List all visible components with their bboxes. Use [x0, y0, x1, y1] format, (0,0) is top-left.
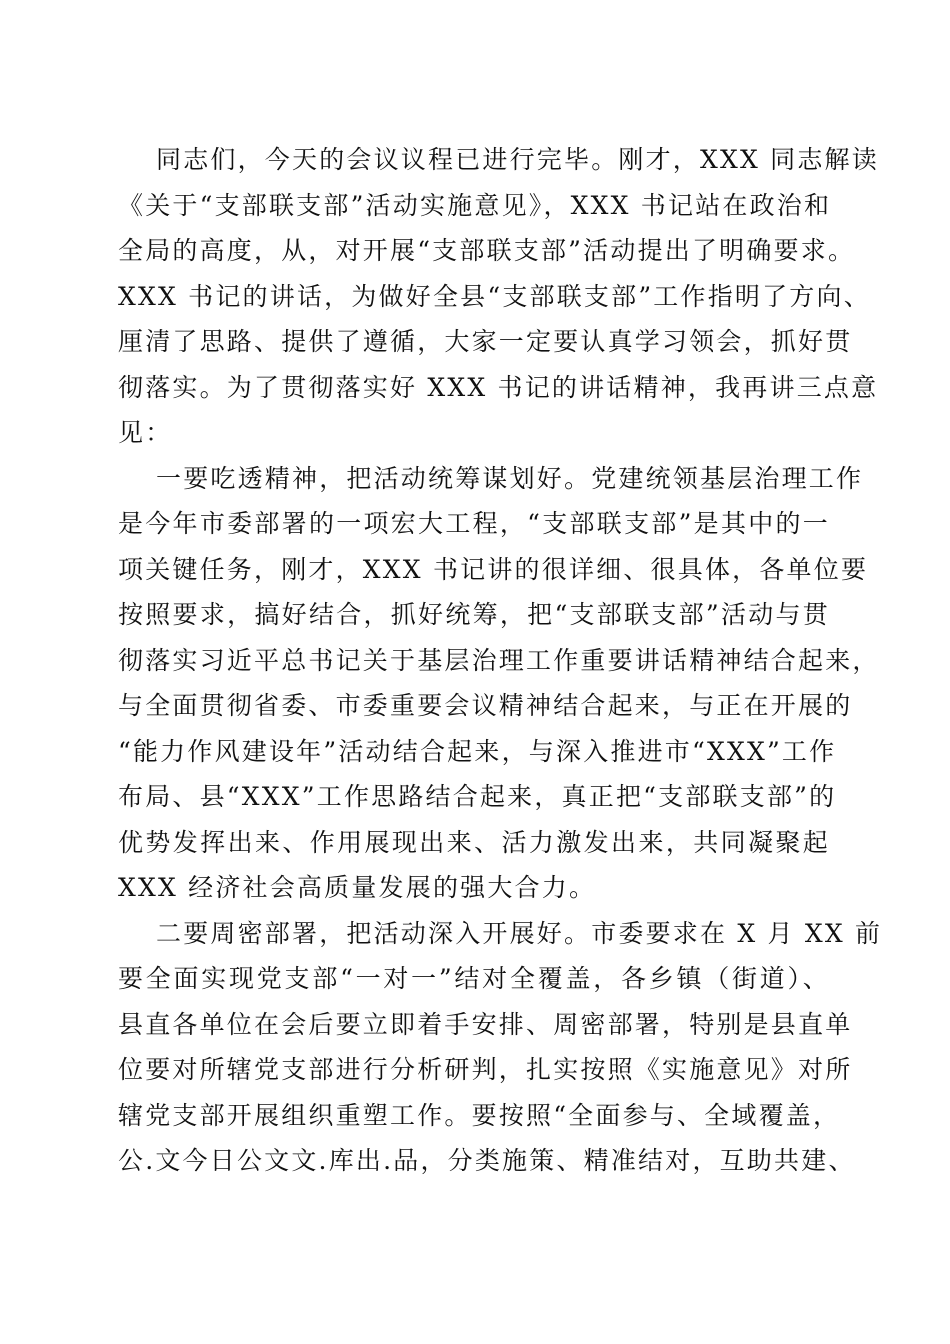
text-line: 是今年市委部署的一项宏大工程，“支部联支部”是其中的一	[118, 509, 830, 538]
text-line: 辖党支部开展组织重塑工作。要按照“全面参与、全域覆盖，	[118, 1100, 841, 1130]
paragraph-3	[118, 911, 883, 1184]
text-line: 彻落实。为了贯彻落实好 XXX 书记的讲话精神，我再讲三点意	[118, 372, 879, 402]
text-line: 要全面实现党支部“一对一”结对全覆盖，各乡镇（街道）、	[118, 964, 830, 993]
text-line: XXX 经济社会高质量发展的强大合力。	[118, 873, 597, 902]
text-line: 同志们，今天的会议议程已进行完毕。刚才，XXX 同志解读	[156, 145, 879, 174]
text-line: 二要周密部署，把活动深入开展好。市委要求在 X 月 XX 前	[156, 918, 883, 948]
text-line: “能力作风建设年”活动结合起来，与深入推进市“XXX”工作	[118, 736, 837, 766]
text-line: 县直各单位在会后要立即着手安排、周密部署，特别是县直单	[118, 1009, 853, 1039]
text-line: 厘清了思路、提供了遵循，大家一定要认真学习领会，抓好贯	[118, 327, 853, 356]
text-line: 与全面贯彻省委、市委重要会议精神结合起来，与正在开展的	[118, 691, 853, 720]
text-line: XXX 书记的讲话，为做好全县“支部联支部”工作指明了方向、	[118, 281, 871, 311]
text-line: 彻落实习近平总书记关于基层治理工作重要讲话精神结合起来，	[118, 645, 880, 675]
text-line: 一要吃透精神，把活动统筹谋划好。党建统领基层治理工作	[156, 463, 864, 493]
document-body	[118, 137, 883, 1184]
text-line: 公.文今日公文文.库出.品，分类施策、精准结对，互助共建、	[118, 1146, 856, 1175]
text-line: 布局、县“XXX”工作思路结合起来，真正把“支部联支部”的	[118, 782, 837, 811]
paragraph-1	[118, 137, 879, 456]
text-line: 《关于“支部联支部”活动实施意见》，XXX 书记站在政治和	[118, 190, 832, 220]
paragraph-2	[118, 456, 880, 911]
text-line: 优势发挥出来、作用展现出来、活力激发出来，共同凝聚起	[118, 827, 830, 857]
text-line: 项关键任务，刚才，XXX 书记讲的很详细、很具体，各单位要	[118, 554, 869, 584]
text-line: 按照要求，搞好结合，抓好统筹，把“支部联支部”活动与贯	[118, 600, 830, 629]
text-line: 见：	[118, 418, 173, 447]
text-line: 位要对所辖党支部进行分析研判，扎实按照《实施意见》对所	[118, 1055, 853, 1084]
text-line: 全局的高度，从，对开展“支部联支部”活动提出了明确要求。	[118, 236, 856, 265]
